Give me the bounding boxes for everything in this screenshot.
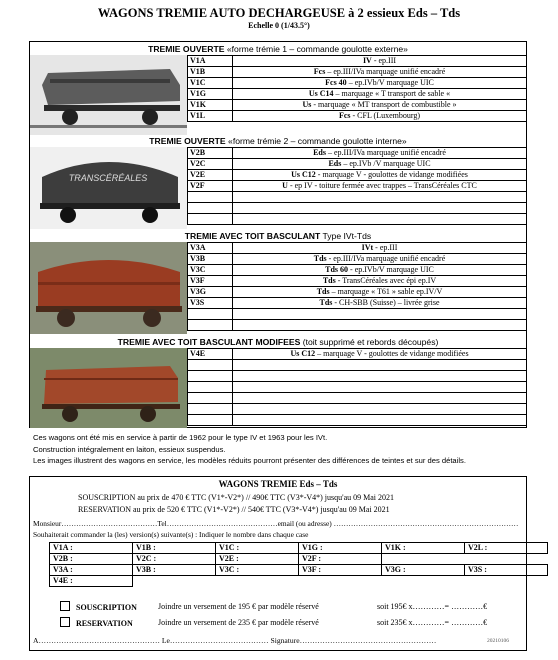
order-instruction: Souhaiterait commander la (les) version(s) suivante(s) : Indiquer le nombre dans chaque case	[33, 530, 309, 539]
souscription-price-line: SOUSCRIPTION au prix de 470 € TTC (V1*-V2*) // 490€ TTC (V3*-V4*) jusqu'au 09 Mai 2021	[78, 493, 395, 502]
table-row: V1L Fcs - CFL (Luxembourg)	[188, 111, 527, 122]
reservation-option[interactable]: RESERVATION	[60, 617, 133, 628]
form-title: WAGONS TREMIE Eds – Tds	[218, 479, 338, 489]
qty-cell-v2b[interactable]: V2B :	[50, 554, 133, 565]
table-row: V3F Tds - TransCéréales avec épi ep.IV	[188, 276, 527, 287]
table-row: V2F U - ep IV - toiture fermée avec trappes – TransCéréales CTC	[188, 181, 527, 192]
note-line: Les images illustrent des wagons en service, les modèles réduits pourront présenter des différences de teintes et sur des détails.	[33, 456, 466, 465]
table-row: V1G Us C14 – marquage « T transport de sable «	[188, 89, 527, 100]
qty-cell-empty	[382, 576, 465, 587]
qty-cell-v1g[interactable]: V1G :	[299, 543, 382, 554]
table-row: V3G Tds – marquage « T61 » sable ep.IV/V	[188, 287, 527, 298]
souscription-checkbox[interactable]	[60, 601, 70, 611]
table-row	[188, 415, 527, 426]
qty-cell-v3b[interactable]: V3B :	[133, 565, 216, 576]
table-row	[188, 360, 527, 371]
page-title: WAGONS TREMIE AUTO DECHARGEUSE à 2 essieux Eds – Tds	[97, 6, 461, 20]
qty-cell-v2l[interactable]: V2L :	[465, 543, 548, 554]
reservation-price-line: RESERVATION au prix de 520 € TTC (V1*-V2*) // 540€ TTC (V3*-V4*) jusqu'au 09 Mai 2021	[78, 505, 390, 514]
wagon-photo-4	[30, 348, 187, 428]
table-row	[188, 382, 527, 393]
wagon-photo-2	[30, 147, 187, 229]
section-4-table	[187, 348, 527, 426]
qty-cell-v1k[interactable]: V1K :	[382, 543, 465, 554]
note-line: Ces wagons ont été mis en service à partir de 1962 pour le type IV et 1963 pour les IVt.	[33, 433, 328, 442]
qty-cell-v3c[interactable]: V3C :	[216, 565, 299, 576]
table-row: V2C Eds – ep.IVb /V marquage UIC	[188, 159, 527, 170]
qty-cell-v3g[interactable]: V3G :	[382, 565, 465, 576]
qty-cell-v1c[interactable]: V1C :	[216, 543, 299, 554]
souscription-deposit-text: Joindre un versement de 195 € par modèle réservé	[158, 602, 319, 611]
table-row: V3C Tds 60 - ep.IVb/V marquage UIC	[188, 265, 527, 276]
qty-cell-empty	[465, 576, 548, 587]
section-2-heading: TREMIE OUVERTE «forme trémie 2 – commande goulotte interne»	[149, 136, 407, 146]
qty-cell-empty	[216, 576, 299, 587]
table-row: V1K Us - marquage « MT transport de combustible »	[188, 100, 527, 111]
table-row: V1A IV - ep.III	[188, 56, 527, 67]
table-row: V2E Us C12 - marquage V - goulottes de vidange modifiées	[188, 170, 527, 181]
contact-line[interactable]: Monsieur…………………………………Tel………………………………………email (ou adresse) …………………………………………………………………	[33, 519, 519, 528]
qty-cell-v3a[interactable]: V3A :	[50, 565, 133, 576]
page-subtitle: Echelle 0 (1/43.5°)	[248, 21, 310, 30]
table-row: V2B Eds – ep.III/IVa marquage unifié encadré	[188, 148, 527, 159]
souscription-option[interactable]: SOUSCRIPTION	[60, 601, 137, 612]
wagon-photo-1	[30, 55, 187, 135]
quantity-grid	[49, 542, 548, 587]
section-4-heading: TREMIE AVEC TOIT BASCULANT MODIFEES (toit supprimé et rebords découpés)	[117, 337, 439, 347]
qty-cell-empty	[465, 554, 548, 565]
qty-cell-v4e[interactable]: V4E :	[50, 576, 133, 587]
souscription-calc[interactable]: soit 195€ x…………= …………€	[377, 602, 488, 611]
table-row	[188, 320, 527, 331]
qty-cell-v2c[interactable]: V2C :	[133, 554, 216, 565]
signature-line[interactable]: A………………………………………… Le………………………………… Signature………………………………………………	[33, 636, 437, 645]
qty-cell-empty	[299, 576, 382, 587]
section-1-heading: TREMIE OUVERTE «forme trémie 1 – commande goulotte externe»	[148, 44, 408, 54]
note-line: Construction intégralement en laiton, essieux suspendus.	[33, 444, 226, 454]
document-code: 20210106	[487, 638, 509, 644]
qty-cell-v1b[interactable]: V1B :	[133, 543, 216, 554]
section-3-heading: TREMIE AVEC TOIT BASCULANT Type IVt-Tds	[184, 231, 372, 241]
table-row: V3A IVt - ep.III	[188, 243, 527, 254]
table-row	[188, 214, 527, 225]
table-row	[188, 192, 527, 203]
section-2-table	[187, 147, 527, 225]
reservation-deposit-text: Joindre un versement de 235 € par modèle réservé	[158, 618, 319, 627]
table-row	[188, 393, 527, 404]
qty-cell-v3s[interactable]: V3S :	[465, 565, 548, 576]
section-3-table	[187, 242, 527, 331]
reservation-calc[interactable]: soit 235€ x…………= …………€	[377, 618, 488, 627]
qty-cell-empty	[133, 576, 216, 587]
table-row	[188, 309, 527, 320]
wagon-photo-3	[30, 242, 187, 334]
qty-cell-v1a[interactable]: V1A :	[50, 543, 133, 554]
qty-cell-v2e[interactable]: V2E :	[216, 554, 299, 565]
table-row	[188, 404, 527, 415]
qty-cell-empty	[382, 554, 465, 565]
table-row: V3S Tds - CH-SBB (Suisse) – livrée grise	[188, 298, 527, 309]
qty-cell-v3f[interactable]: V3F :	[299, 565, 382, 576]
table-row: V1B Fcs – ep.III/IVa marquage unifié encadré	[188, 67, 527, 78]
qty-cell-v2f[interactable]: V2F :	[299, 554, 382, 565]
table-row: V4E Us C12 – marquage V - goulottes de vidange modifiées	[188, 349, 527, 360]
table-row	[188, 203, 527, 214]
table-row: V3B Tds - ep.III/IVa marquage unifié encadré	[188, 254, 527, 265]
table-row: V1C Fcs 40 – ep.IVb/V marquage UIC	[188, 78, 527, 89]
reservation-checkbox[interactable]	[60, 617, 70, 627]
notes-block	[33, 432, 466, 467]
table-row	[188, 371, 527, 382]
section-1-table	[187, 55, 527, 122]
wagon-logo-text: TRANSCÉRÉALES	[68, 173, 148, 183]
